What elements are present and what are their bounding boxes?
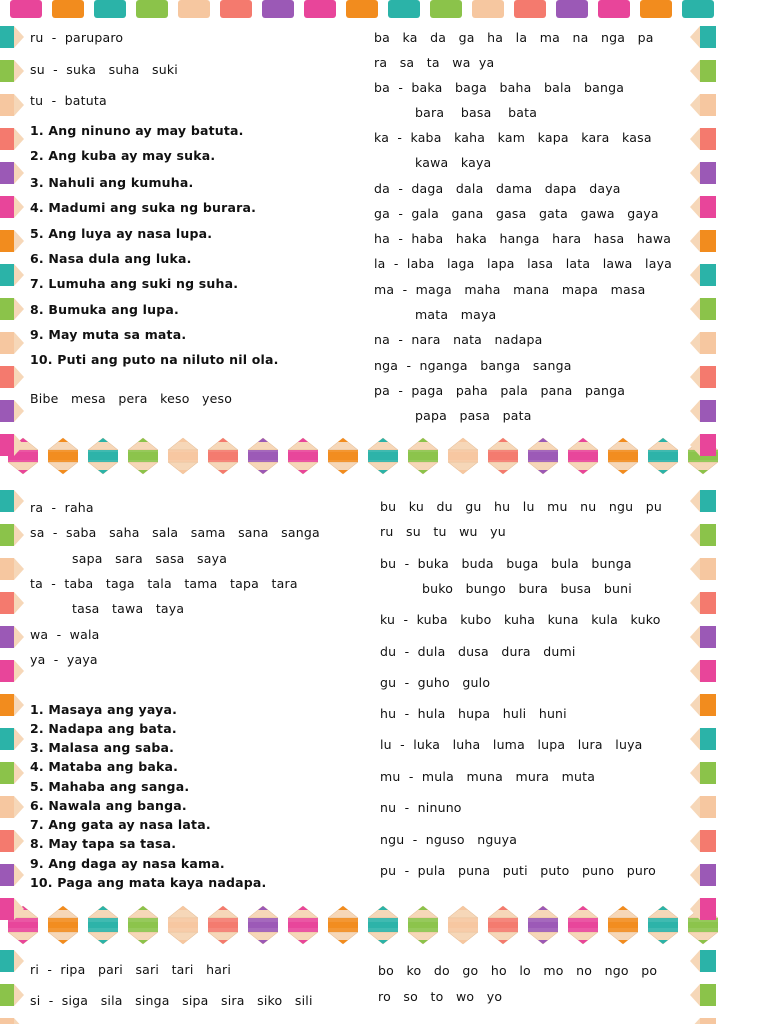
panel-1-right-line: mata maya [415, 307, 497, 322]
panel-3 [0, 938, 716, 1024]
panel-1-left-line: 2. Ang kuba ay may suka. [30, 148, 216, 163]
panel-1-left-line: ru - paruparo [30, 30, 124, 45]
panel-2-right-line: ru su tu wu yu [380, 524, 506, 539]
panel-1-right-line: kawa kaya [415, 155, 492, 170]
panel-2-left-line: 4. Mataba ang baka. [30, 759, 179, 774]
panel-2-right-line: mu - mula muna mura muta [380, 769, 596, 784]
panel-2-left-line: 9. Ang daga ay nasa kama. [30, 856, 225, 871]
panel-1-right-line: ba ka da ga ha la ma na nga pa [374, 30, 654, 45]
panel-1-right-line: ha - haba haka hanga hara hasa hawa [374, 231, 672, 246]
panel-3-right-line: bo ko do go ho lo mo no ngo po [378, 963, 658, 978]
panel-1-left-line: 3. Nahuli ang kumuha. [30, 175, 194, 190]
panel-2-right-line: nu - ninuno [380, 800, 462, 815]
panel-2-left-line: ta - taba taga tala tama tapa tara [30, 576, 298, 591]
panel-1-right-line: la - laba laga lapa lasa lata lawa laya [374, 256, 673, 271]
panel-2-left-line: 8. May tapa sa tasa. [30, 836, 177, 851]
panel-1-right-line: nga - nganga banga sanga [374, 358, 572, 373]
panel-1-left-line: 9. May muta sa mata. [30, 327, 187, 342]
panel-1-left-line: 1. Ang ninuno ay may batuta. [30, 123, 244, 138]
panel-1-right-line: da - daga dala dama dapa daya [374, 181, 621, 196]
panel-2-left-line: ya - yaya [30, 652, 98, 667]
panel-1-left-line: tu - batuta [30, 93, 107, 108]
panel-3-right-line: ro so to wo yo [378, 989, 503, 1004]
panel-2-left-line: tasa tawa taya [72, 601, 185, 616]
panel-1-left-line: 5. Ang luya ay nasa lupa. [30, 226, 213, 241]
panel-2-left-line: ra - raha [30, 500, 94, 515]
panel-1-right-line: na - nara nata nadapa [374, 332, 543, 347]
panel-3-left-line: ri - ripa pari sari tari hari [30, 962, 232, 977]
panel-1-left-line: Bibe mesa pera keso yeso [30, 391, 233, 406]
panel-2-left-line: 7. Ang gata ay nasa lata. [30, 817, 211, 832]
panel-2-left-line: sa - saba saha sala sama sana sanga [30, 525, 320, 540]
panel-1-left-line: 7. Lumuha ang suki ng suha. [30, 276, 239, 291]
panel-1-right-line: ba - baka baga baha bala banga [374, 80, 625, 95]
panel-2-left-line: sapa sara sasa saya [72, 551, 228, 566]
panel-2-right-line: bu - buka buda buga bula bunga [380, 556, 632, 571]
panel-2-right-line: ngu - nguso nguya [380, 832, 518, 847]
panel-2-left-line: 2. Nadapa ang bata. [30, 721, 177, 736]
panel-2-right-line: gu - guho gulo [380, 675, 491, 690]
panel-2-left-line: wa - wala [30, 627, 100, 642]
panel-2-right-line: du - dula dusa dura dumi [380, 644, 576, 659]
panel-2-right-line: lu - luka luha luma lupa lura luya [380, 737, 643, 752]
panel-2-right-line: buko bungo bura busa buni [422, 581, 632, 596]
panel-1-right-line: papa pasa pata [415, 408, 532, 423]
panel-2-right-line: pu - pula puna puti puto puno puro [380, 863, 656, 878]
panel-2-left-line: 3. Malasa ang saba. [30, 740, 175, 755]
panel-1-right-line: ra sa ta wa ya [374, 55, 495, 70]
panel-1-left-line: 8. Bumuka ang lupa. [30, 302, 179, 317]
panel-2-left-line: 10. Paga ang mata kaya nadapa. [30, 875, 267, 890]
panel-1-left-line: 4. Madumi ang suka ng burara. [30, 200, 257, 215]
panel-1-right-line: ka - kaba kaha kam kapa kara kasa [374, 130, 652, 145]
panel-2-left-line: 5. Mahaba ang sanga. [30, 779, 190, 794]
panel-2-right-line: bu ku du gu hu lu mu nu ngu pu [380, 499, 663, 514]
panel-1-left-line: su - suka suha suki [30, 62, 178, 77]
panel-2-right-line: ku - kuba kubo kuha kuna kula kuko [380, 612, 661, 627]
panel-1-right-line: ga - gala gana gasa gata gawa gaya [374, 206, 659, 221]
panel-2-left-line: 1. Masaya ang yaya. [30, 702, 178, 717]
panel-1-right-line: ma - maga maha mana mapa masa [374, 282, 646, 297]
panel-1-right-line: bara basa bata [415, 105, 538, 120]
panel-1-left-line: 6. Nasa dula ang luka. [30, 251, 192, 266]
panel-2-right-line: hu - hula hupa huli huni [380, 706, 567, 721]
panel-1-left-line: 10. Puti ang puto na niluto nil ola. [30, 352, 279, 367]
panel-3-left-line: si - siga sila singa sipa sira siko sili [30, 993, 313, 1008]
panel-2-left-line: 6. Nawala ang banga. [30, 798, 187, 813]
panel-1-right-line: pa - paga paha pala pana panga [374, 383, 626, 398]
